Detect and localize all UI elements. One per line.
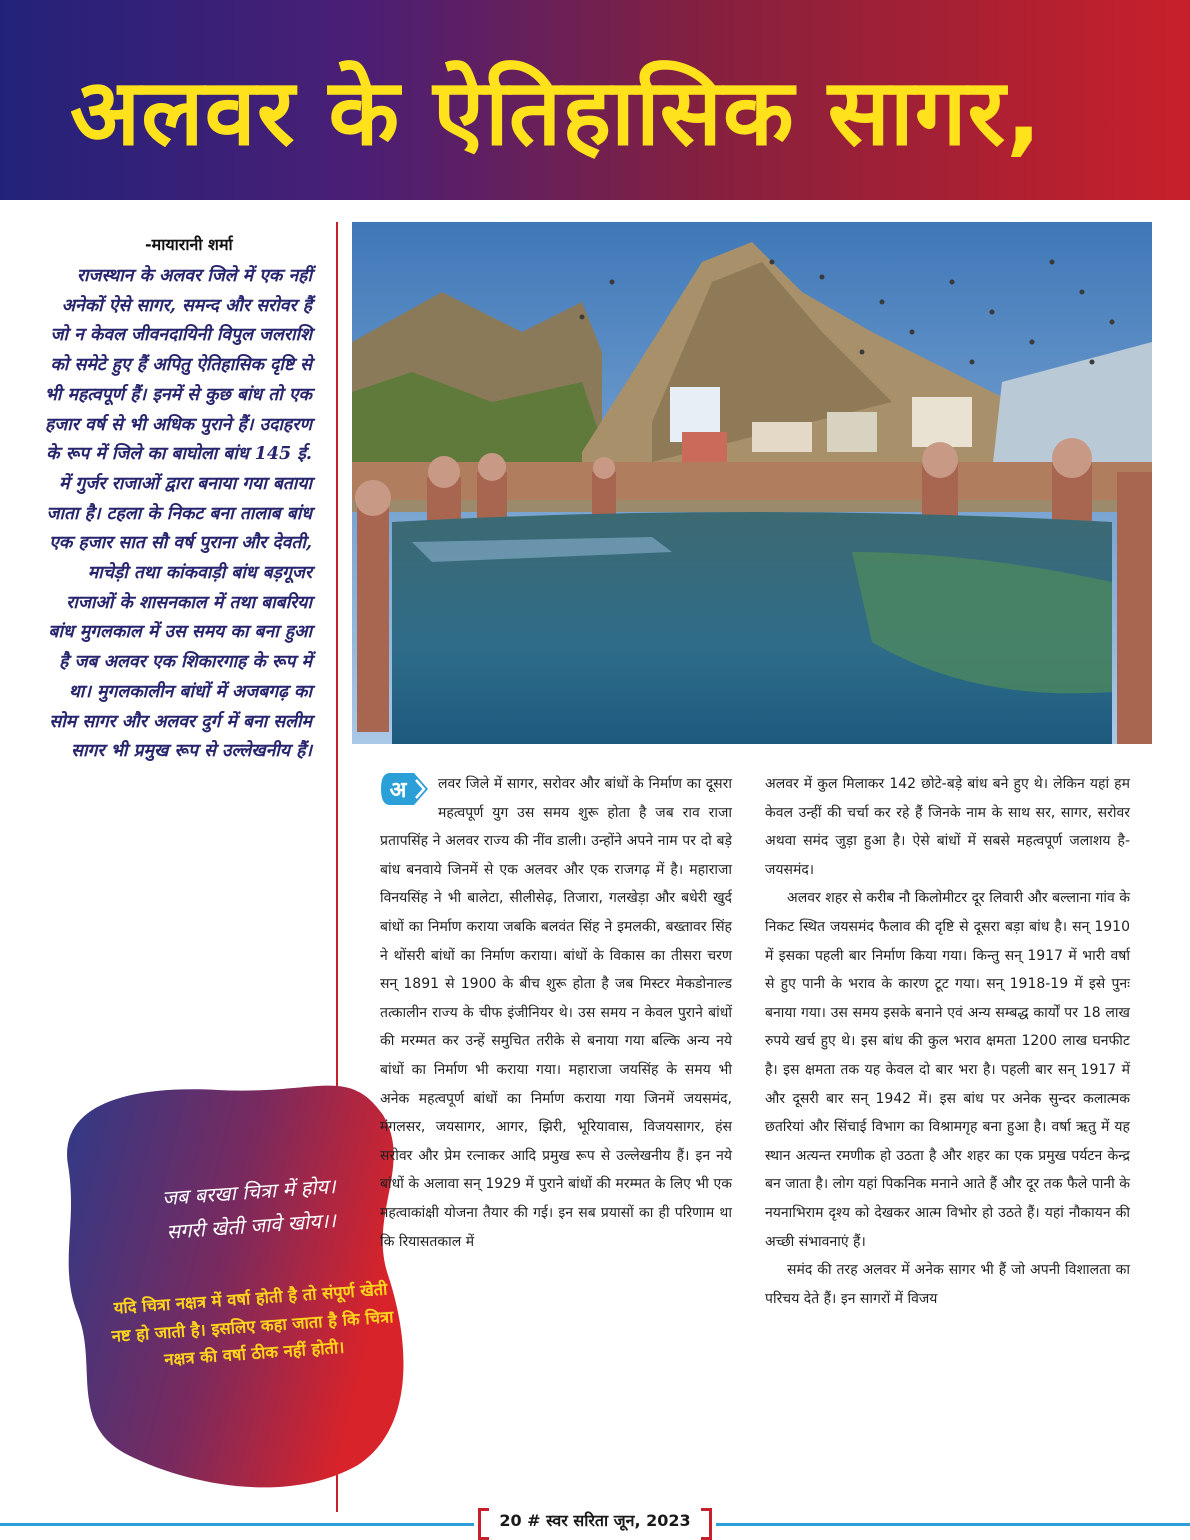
- couplet-meaning: यदि चित्रा नक्षत्र में वर्षा होती है तो संपूर्ण खेती नष्ट हो जाती है। इसलिए कहा जाता है कि चित्रा नक्षत्र की वर्षा ठीक नहीं होती।: [110, 1279, 394, 1370]
- dropcap: [380, 772, 430, 806]
- footer-bracket-right: [701, 1508, 712, 1540]
- callout-shape: [38, 1045, 418, 1505]
- lake-photo: [352, 222, 1152, 744]
- article-paragraph: लवर जिले में सागर, सरोवर और बांधों के निर्माण का दूसरा महत्वपूर्ण युग उस समय शुरू होता है जब राव राजा प्रतापसिंह ने अलवर राज्य की नींव डाली। उन्होंने अपने नाम पर दो बड़े बांध बनवाये जिनमें से एक अलवर और एक राजगढ़ में है। महाराजा विनयसिंह ने भी बालेटा, सीलीसेढ़, तिजारा, गलखेड़ा और बधेरी खुर्द बांधों का निर्माण कराया जबकि बलवंत सिंह ने इमलकी, बख्तावर सिंह ने थोंसरी बांधों का निर्माण कराया। बांधों के विकास का तीसरा चरण सन् 1891 से 1900 के बीच शुरू होता है जब मिस्टर मेकडोनाल्ड तत्कालीन राज्य के चीफ इंजीनियर थे। उस समय न केवल पुराने बांधों की मरम्मत कर उन्हें समुचित तरीके से बनाया गया बल्कि अन्य नये बांधों का निर्माण भी कराया गया। महाराजा जयसिंह के समय भी अनेक महत्वपूर्ण बांधों का निर्माण कराया गया जिनमें जयसमंद, मंगलसर, जयसागर, आगर, झिरी, भूरियावास, विजयसागर, हंस सरोवर और प्रेम रत्नाकर आदि प्रमुख रूप से उल्लेखनीय हैं। इन नये बांधों के अलावा सन् 1929 में पुराने बांधों की मरम्मत के लिए भी एक महत्वाकांक्षी योजना तैयार की गई। इन सब प्रयासों का ही परिणाम था कि रियासतकाल में: [380, 776, 732, 1250]
- couplet-line-2: सगरी खेती जावे खोय।।: [165, 1208, 337, 1244]
- title-banner: [0, 0, 1190, 200]
- footer-text: 20 # स्वर सरिता जून, 2023: [499, 1511, 691, 1530]
- dropcap-letter: अ: [389, 778, 407, 803]
- article-paragraph: अलवर में कुल मिलाकर 142 छोटे-बड़े बांध बने हुए थे। लेकिन यहां हम केवल उन्हीं की चर्चा कर रहे हैं जिनके नाम के साथ सर, सागर, सरोवर अथवा समंद जुड़ा हुआ है। ऐसे बांधों में सबसे महत्वपूर्ण जलाशय है- जयसमंद।: [765, 776, 1130, 878]
- article-paragraph: अलवर शहर से करीब नौ किलोमीटर दूर लिवारी और बल्लाना गांव के निकट स्थित जयसमंद फैलाव की दृष्टि से दूसरा बड़ा बांध है। सन् 1910 में इसका पहली बार निर्माण किया गया। किन्तु सन् 1917 में भारी वर्षा से हुए पानी के भराव के कारण टूट गया। सन् 1918-19 में इसे पुनः बनाया गया। उस समय इसके बनाने एवं अन्य सम्बद्ध कार्यों पर 18 लाख रुपये खर्च हुए थे। इस बांध की कुल भराव क्षमता 1200 लाख घनफीट है। इस क्षमता तक यह केवल दो बार भरा है। पहली बार सन् 1917 में और दूसरी बार सन् 1942 में। इस बांध पर अनेक सुन्दर कलात्मक छतरियां और सिंचाई विभाग का विश्रामगृह बना हुआ है। वर्षा ऋतु में यह स्थान अत्यन्त रमणीक हो उठता है और शहर का एक प्रमुख पर्यटन केन्द्र बन जाता है। लोग यहां पिकनिक मनाने आते हैं और दूर तक फैले पानी के नयनाभिराम दृश्य को देखकर आत्म विभोर हो उठते हैं। यहां नौकायन की अच्छी संभावनाएं हैं।: [765, 890, 1130, 1250]
- intro-paragraph: राजस्थान के अलवर जिले में एक नहीं अनेकों ऐसे सागर, समन्द और सरोवर हैं जो न केवल जीवनदायिनी विपुल जलराशि को समेटे हुए हैं अपितु ऐतिहासिक दृष्टि से भी महत्वपूर्ण हैं। इनमें से कुछ बांध तो एक हजार वर्ष से भी अधिक पुराने हैं। उदाहरण के रूप में जिले का बाघोला बांध 145 ई. में गुर्जर राजाओं द्वारा बनाया गया बताया जाता है। टहला के निकट बना तालाब बांध एक हजार सात सौ वर्ष पुराना और देवती, माचेड़ी तथा कांकवाड़ी बांध बड़गूजर राजाओं के शासनकाल में तथा बाबरिया बांध मुगलकाल में उस समय का बना हुआ है जब अलवर एक शिकारगाह के रूप में था। मुगलकालीन बांधों में अजबगढ़ का सोम सागर और अलवर दुर्ग में बना सलीम सागर भी प्रमुख रूप से उल्लेखनीय हैं।: [44, 266, 312, 762]
- author-byline: -मायारानी शर्मा: [145, 235, 233, 254]
- article-column-2: [765, 770, 1130, 1313]
- lake-illustration: [352, 222, 1152, 744]
- page-footer: [474, 1502, 716, 1540]
- article-column-1: [380, 770, 732, 1256]
- couplet-line-1: जब बरखा चित्रा में होय।: [161, 1174, 337, 1211]
- footer-bracket-left: [478, 1508, 489, 1540]
- article-paragraph: समंद की तरह अलवर में अनेक सागर भी हैं जो अपनी विशालता का परिचय देते हैं। इन सागरों में विजय: [765, 1262, 1130, 1307]
- page-title: अलवर के ऐतिहासिक सागर,: [70, 59, 1043, 166]
